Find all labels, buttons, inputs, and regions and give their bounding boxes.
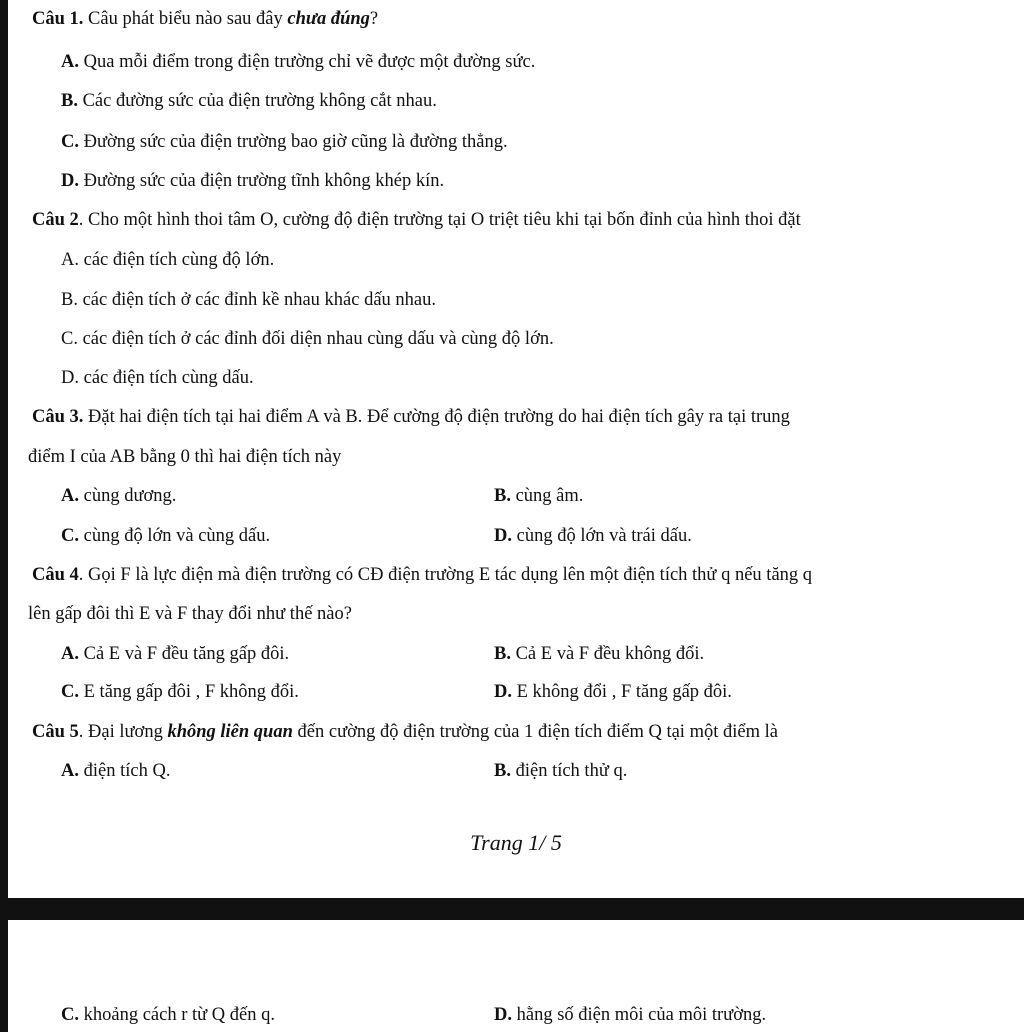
question-5-option-c: C. khoảng cách r từ Q đến q.	[61, 1005, 275, 1025]
question-2-stem: Câu 2. Cho một hình thoi tâm O, cường độ điện trường tại O triệt tiêu khi tại bốn đỉnh của hình thoi đặt	[32, 210, 801, 230]
question-1-option-d: D. Đường sức của điện trường tĩnh không khép kín.	[61, 171, 445, 191]
question-3-option-b: B. cùng âm.	[494, 486, 584, 506]
question-1-option-b: B. Các đường sức của điện trường không cắt nhau.	[61, 91, 437, 111]
question-4-option-d: D. E không đổi , F tăng gấp đôi.	[494, 682, 732, 702]
question-4-stem-line-1: Câu 4. Gọi F là lực điện mà điện trường có CĐ điện trường E tác dụng lên một điện tích thử q nếu tăng q	[32, 565, 813, 585]
page-footer: Trang 1/ 5	[470, 830, 562, 855]
page-1	[8, 0, 1024, 898]
question-3-stem-line-1: Câu 3. Đặt hai điện tích tại hai điểm A và B. Để cường độ điện trường do hai điện tích gây ra tại trung	[32, 407, 790, 427]
question-3-stem-line-2: điểm I của AB bằng 0 thì hai điện tích này	[28, 447, 342, 467]
question-5-stem: Câu 5. Đại lương không liên quan đến cường độ điện trường của 1 điện tích điểm Q tại một điểm là	[32, 722, 778, 742]
question-3-option-c: C. cùng độ lớn và cùng dấu.	[61, 526, 271, 546]
question-label: Câu 4	[32, 565, 79, 585]
question-4-option-a: A. Cả E và F đều tăng gấp đôi.	[61, 644, 290, 664]
question-5-option-b: B. điện tích thử q.	[494, 761, 628, 781]
question-4-option-b: B. Cả E và F đều không đổi.	[494, 644, 705, 664]
question-3-option-d: D. cùng độ lớn và trái dấu.	[494, 526, 692, 546]
page-2	[8, 920, 1024, 1032]
question-label: Câu 1.	[32, 9, 84, 29]
question-2-option-b: B. các điện tích ở các đỉnh kề nhau khác dấu nhau.	[61, 290, 437, 310]
question-2-option-c: C. các điện tích ở các đỉnh đối diện nhau cùng dấu và cùng độ lớn.	[61, 329, 554, 349]
question-5-option-a: A. điện tích Q.	[61, 761, 171, 781]
question-2-option-d: D. các điện tích cùng dấu.	[61, 368, 254, 388]
question-4-stem-line-2: lên gấp đôi thì E và F thay đổi như thế nào?	[28, 604, 352, 624]
question-4-option-c: C. E tăng gấp đôi , F không đổi.	[61, 682, 299, 702]
question-1-option-a: A. Qua mỗi điểm trong điện trường chỉ vẽ được một đường sức.	[61, 52, 536, 72]
question-5-option-d: D. hằng số điện môi của môi trường.	[494, 1005, 767, 1025]
question-label: Câu 3.	[32, 407, 84, 427]
question-1-stem: Câu 1. Câu phát biểu nào sau đây chưa đúng?	[32, 9, 379, 29]
question-label: Câu 2	[32, 210, 79, 230]
question-1-option-c: C. Đường sức của điện trường bao giờ cũng là đường thẳng.	[61, 132, 508, 152]
question-label: Câu 5	[32, 722, 79, 742]
question-3-option-a: A. cùng dương.	[61, 486, 177, 506]
question-2-option-a: A. các điện tích cùng độ lớn.	[61, 250, 275, 270]
